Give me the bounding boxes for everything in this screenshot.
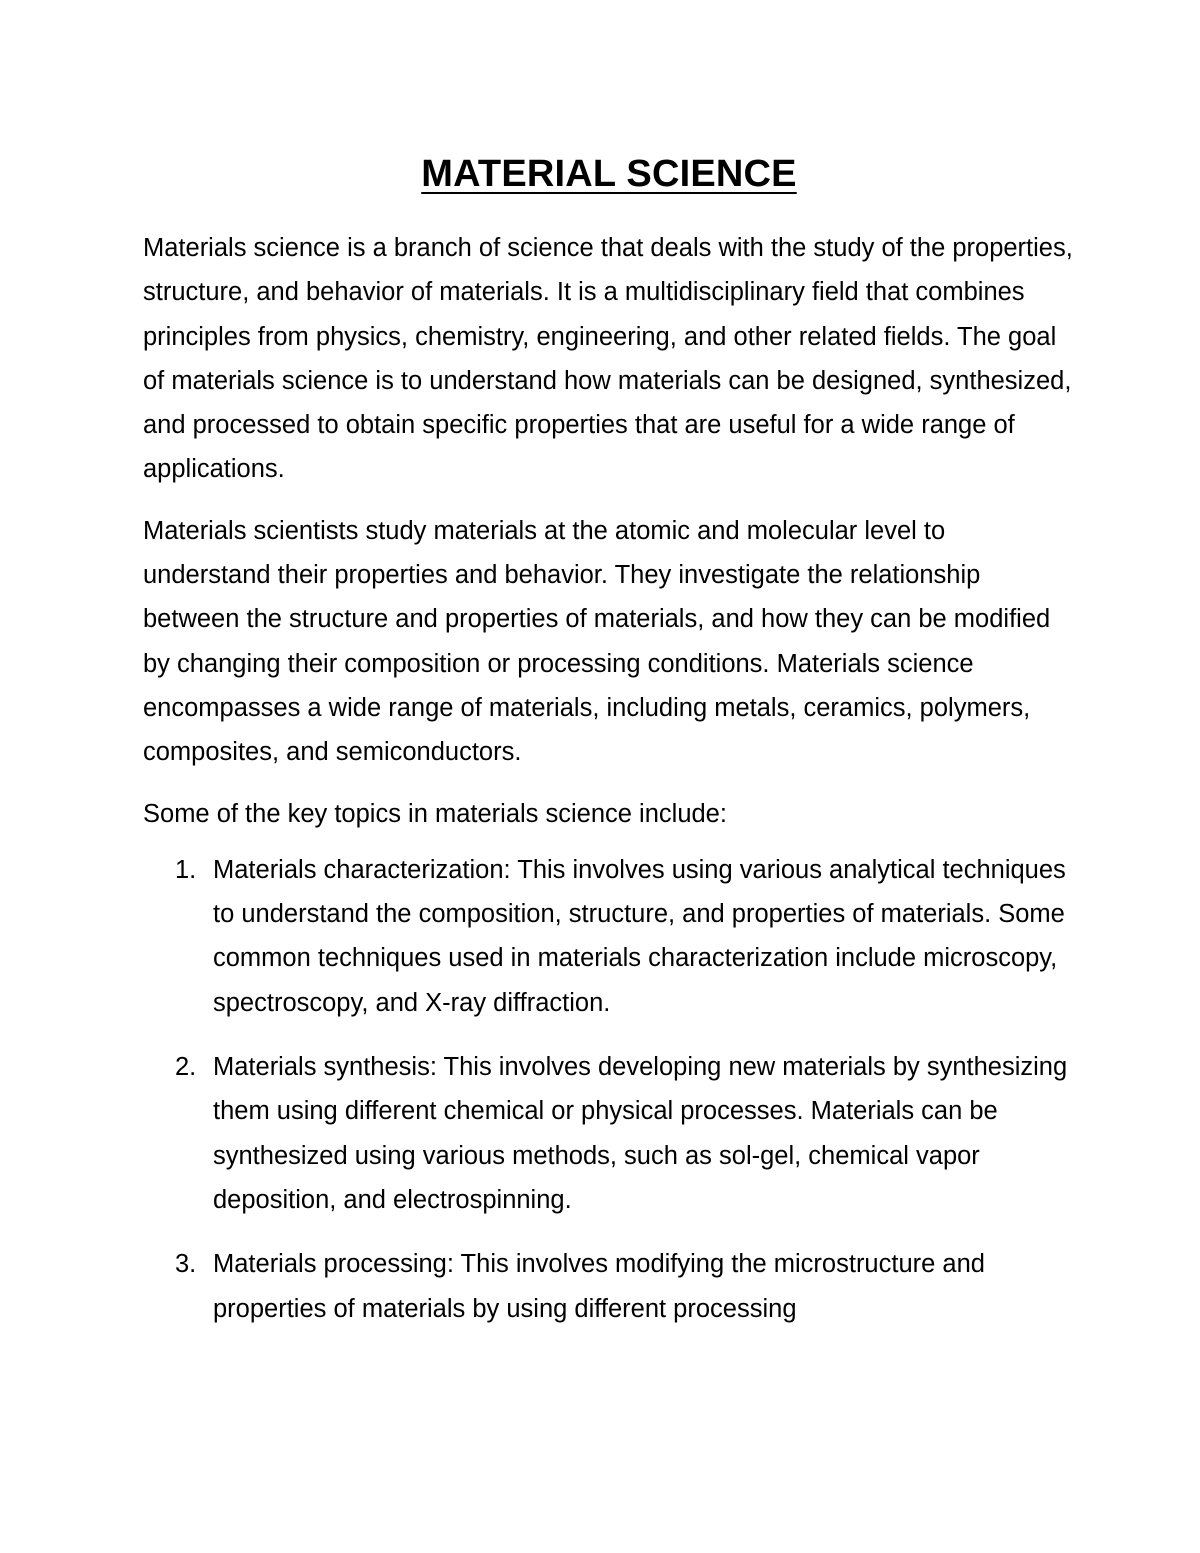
paragraph-scientists: Materials scientists study materials at the atomic and molecular level to understand their properties and behavior. They investigate the relationship between the structure and properties of materials, and how they can be modified by changing their composition or processing conditions. Materials science encompasses a wide range of materials, including metals, ceramics, polymers, composites, and semiconductors. xyxy=(143,516,1051,767)
paragraph-intro: Materials science is a branch of science that deals with the study of the properties, structure, and behavior of materials. It is a multidisciplinary field that combines principles from physics, chemistry, engineering, and other related fields. The goal of materials science is to understand how materials can be designed, synthesized, and processed to obtain specific properties that are useful for a wide range of applications. xyxy=(143,234,1073,484)
list-item-processing xyxy=(143,1242,1078,1331)
list-intro: Some of the key topics in materials science include: xyxy=(143,799,727,828)
document-body xyxy=(143,226,1078,1351)
list-number: 2. xyxy=(175,1053,197,1082)
topics-list xyxy=(143,848,1078,1331)
list-number: 1. xyxy=(175,855,197,884)
list-number: 3. xyxy=(175,1250,197,1279)
page-title: MATERIAL SCIENCE xyxy=(421,153,797,195)
list-item-characterization xyxy=(143,848,1078,1025)
list-text: Materials characterization: This involves using various analytical techniques to understand the composition, structure, and properties of materials. Some common techniques used in materials characterization include microscopy, spectroscopy, and X-ray diffraction. xyxy=(213,855,1066,1017)
list-item-synthesis xyxy=(143,1045,1078,1222)
list-text: Materials processing: This involves modifying the microstructure and properties of materials by using different processing xyxy=(213,1250,985,1323)
list-text: Materials synthesis: This involves developing new materials by synthesizing them using different chemical or physical processes. Materials can be synthesized using various methods, such as sol-gel, chemical vapor deposition, and electrospinning. xyxy=(213,1053,1068,1214)
